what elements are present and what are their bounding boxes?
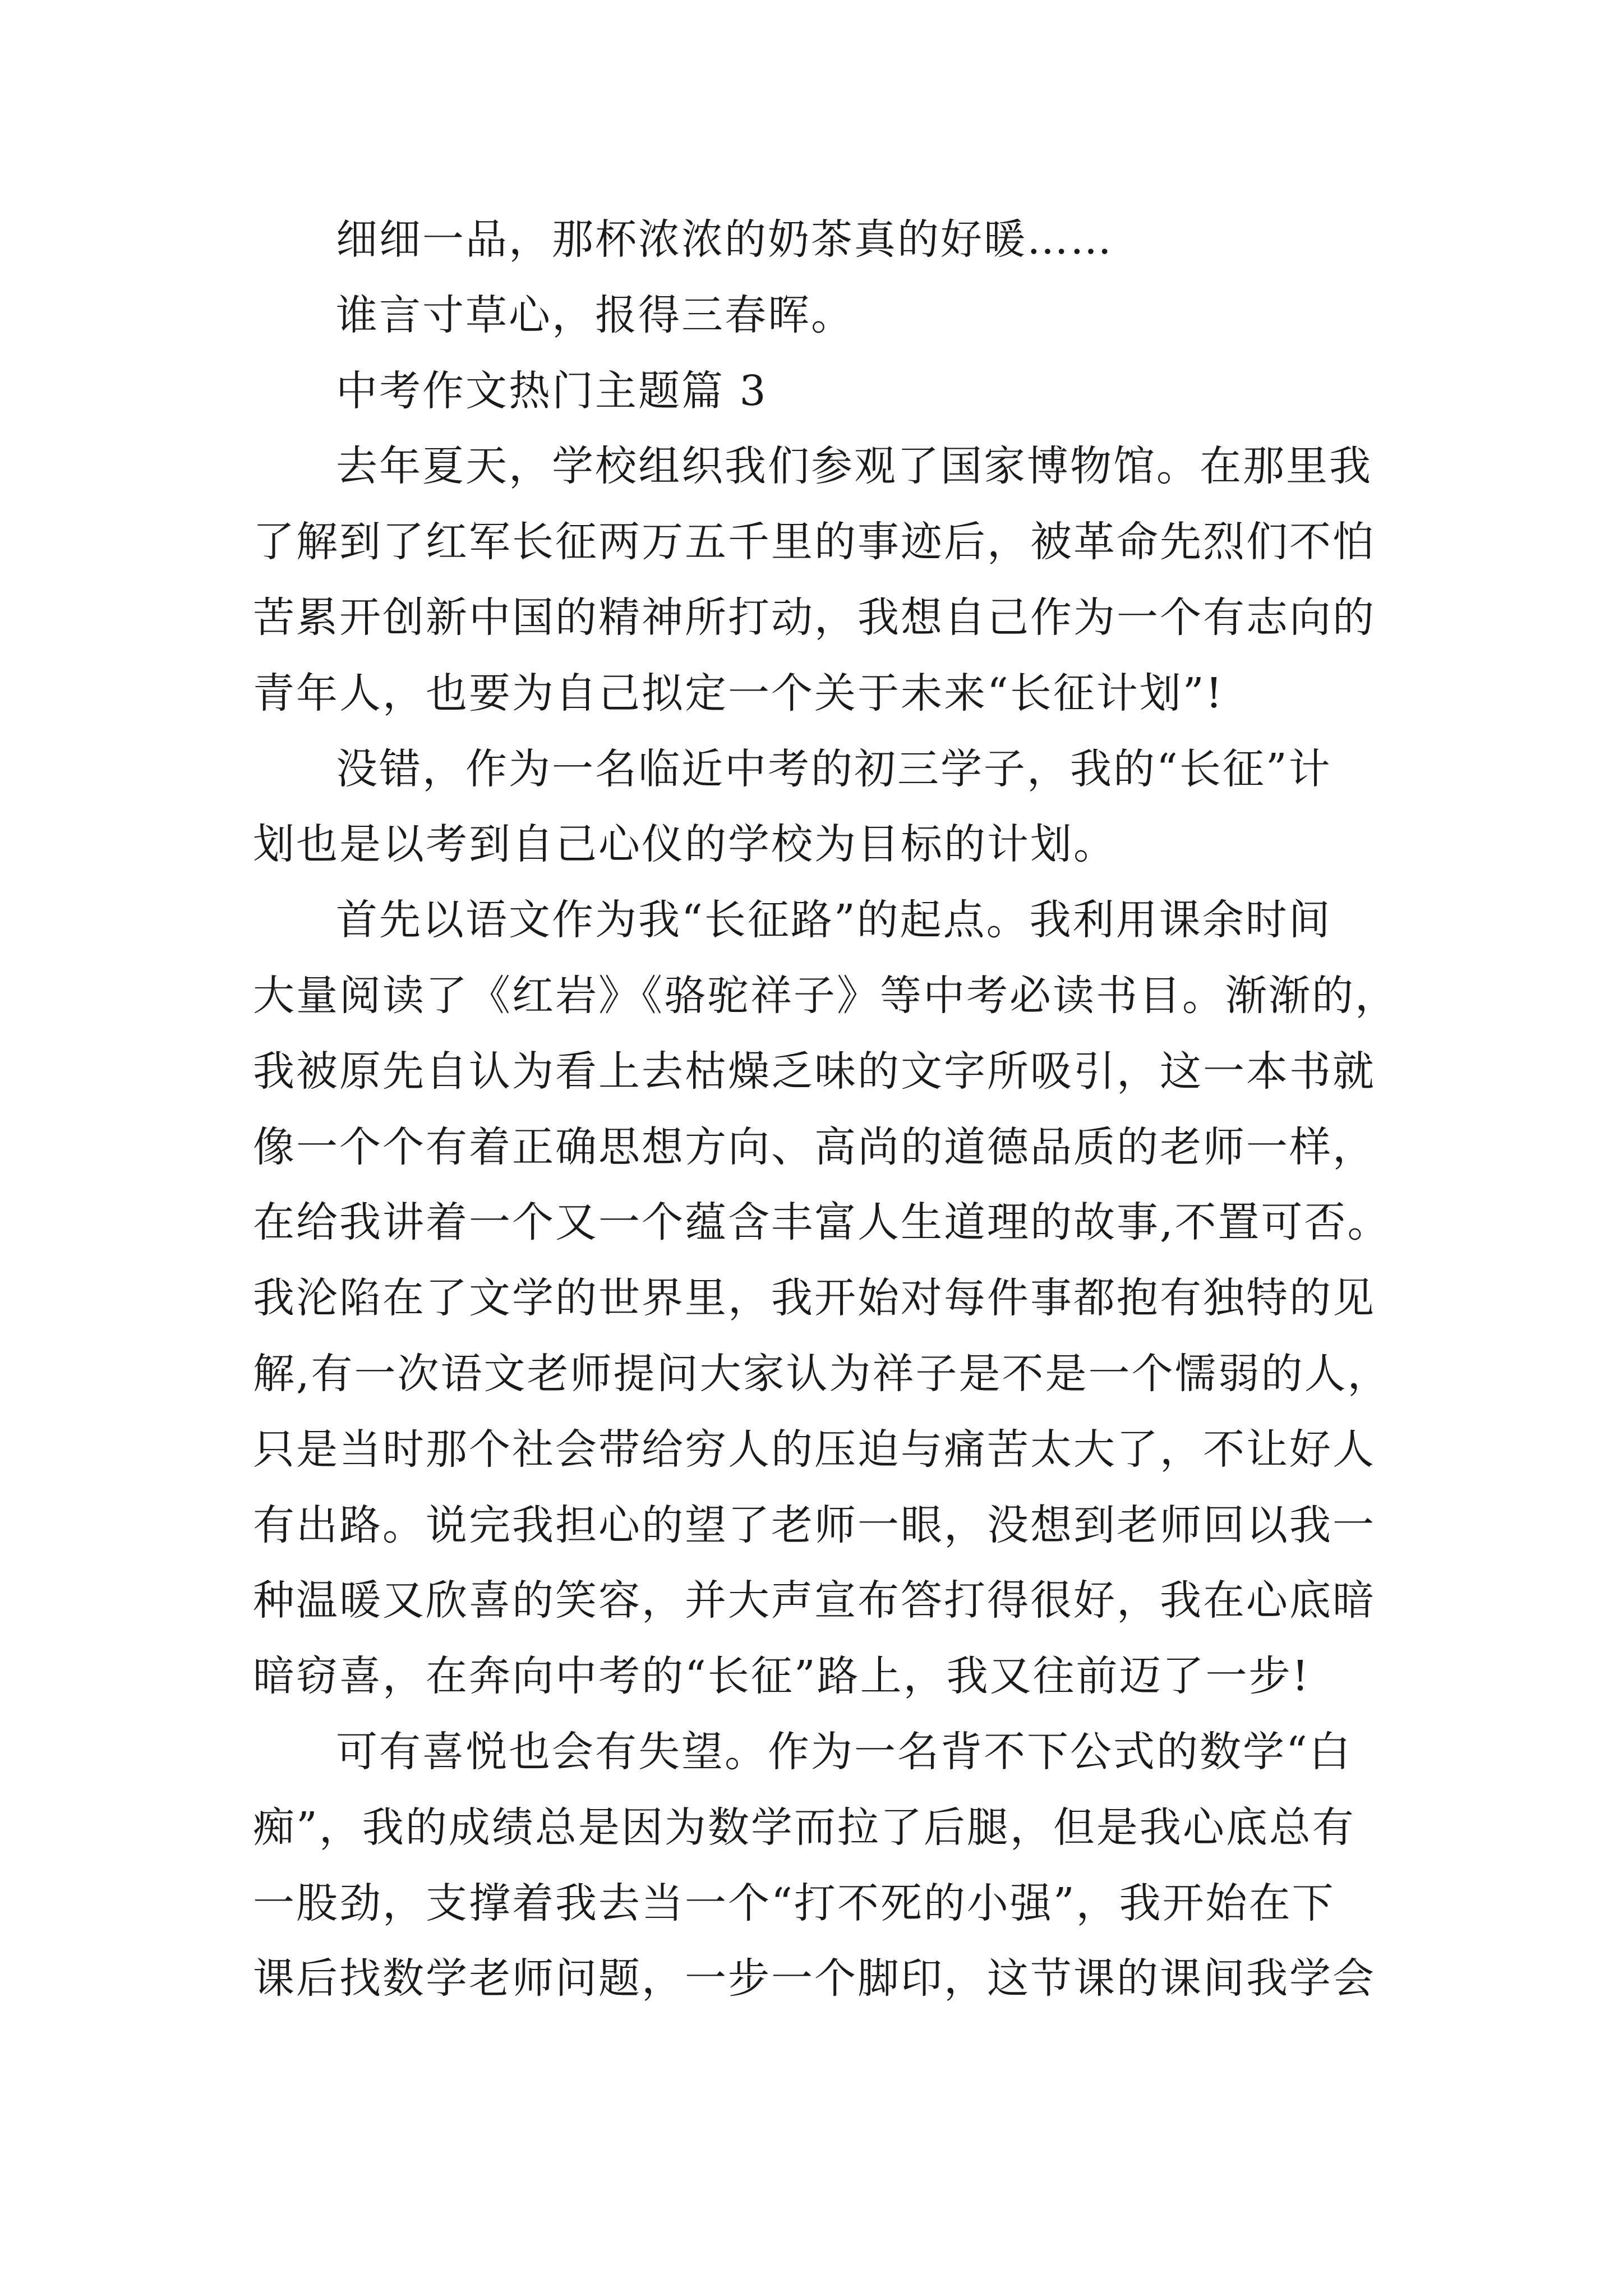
text-line: 在给我讲着一个又一个蕴含丰富人生道理的故事,不置可否。 xyxy=(253,1198,1391,1247)
text-line: 暗窃喜，在奔向中考的“长征”路上，我又往前迈了一步! xyxy=(253,1652,1311,1701)
text-line: 有出路。说完我担心的望了老师一眼，没想到老师回以我一 xyxy=(253,1501,1376,1549)
text-line: 苦累开创新中国的精神所打动，我想自己作为一个有志向的 xyxy=(253,593,1376,642)
paragraph-long-march-plan xyxy=(253,731,1375,883)
text-line: 去年夏天，学校组织我们参观了国家博物馆。在那里我 xyxy=(336,442,1372,491)
document-body xyxy=(253,202,1398,2017)
text-line: 痴”，我的成绩总是因为数学而拉了后腿，但是我心底总有 xyxy=(253,1803,1355,1852)
text-line: 谁言寸草心，报得三春晖。 xyxy=(336,291,854,339)
text-line: 细细一品，那杯浓浓的奶茶真的好暖…… xyxy=(336,215,1113,264)
text-line: 了解到了红军长征两万五千里的事迹后，被革命先烈们不怕 xyxy=(253,518,1376,567)
paragraph-math-struggle xyxy=(253,1714,1375,2017)
text-line: 首先以语文作为我“长征路”的起点。我利用课余时间 xyxy=(336,896,1332,945)
text-line: 课后找数学老师问题，一步一个脚印，这节课的课间我学会 xyxy=(253,1954,1376,2003)
text-line: 没错，作为一名临近中考的初三学子，我的“长征”计 xyxy=(336,744,1332,793)
text-line: 我沦陷在了文学的世界里，我开始对每件事都抱有独特的见 xyxy=(253,1274,1376,1323)
text-line: 只是当时那个社会带给穷人的压迫与痛苦太大了，不让好人 xyxy=(253,1425,1376,1474)
text-line: 划也是以考到自己心仪的学校为目标的计划。 xyxy=(253,820,1117,869)
text-line: 一股劲，支撑着我去当一个“打不死的小强”，我开始在下 xyxy=(253,1879,1335,1927)
heading-text: 中考作文热门主题篇 3 xyxy=(336,366,768,415)
text-line: 青年人，也要为自己拟定一个关于未来“长征计划”! xyxy=(253,669,1224,717)
paragraph-museum-visit xyxy=(253,429,1375,731)
paragraph-chinese-study xyxy=(253,882,1398,1714)
text-line: 解,有一次语文老师提问大家认为祥子是不是一个懦弱的人， xyxy=(253,1349,1391,1398)
paragraph-poem xyxy=(253,278,1375,353)
text-line: 我被原先自认为看上去枯燥乏味的文字所吸引，这一本书就 xyxy=(253,1047,1376,1096)
section-heading xyxy=(253,353,1375,429)
text-line: 种温暖又欣喜的笑容，并大声宣布答打得很好，我在心底暗 xyxy=(253,1576,1376,1625)
paragraph-milk-tea xyxy=(253,202,1375,278)
text-line: 像一个个有着正确思想方向、高尚的道德品质的老师一样， xyxy=(253,1122,1376,1171)
text-line: 大量阅读了《红岩》《骆驼祥子》等中考必读书目。渐渐的， xyxy=(253,971,1398,1020)
text-line: 可有喜悦也会有失望。作为一名背不下公式的数学“白 xyxy=(336,1727,1352,1776)
